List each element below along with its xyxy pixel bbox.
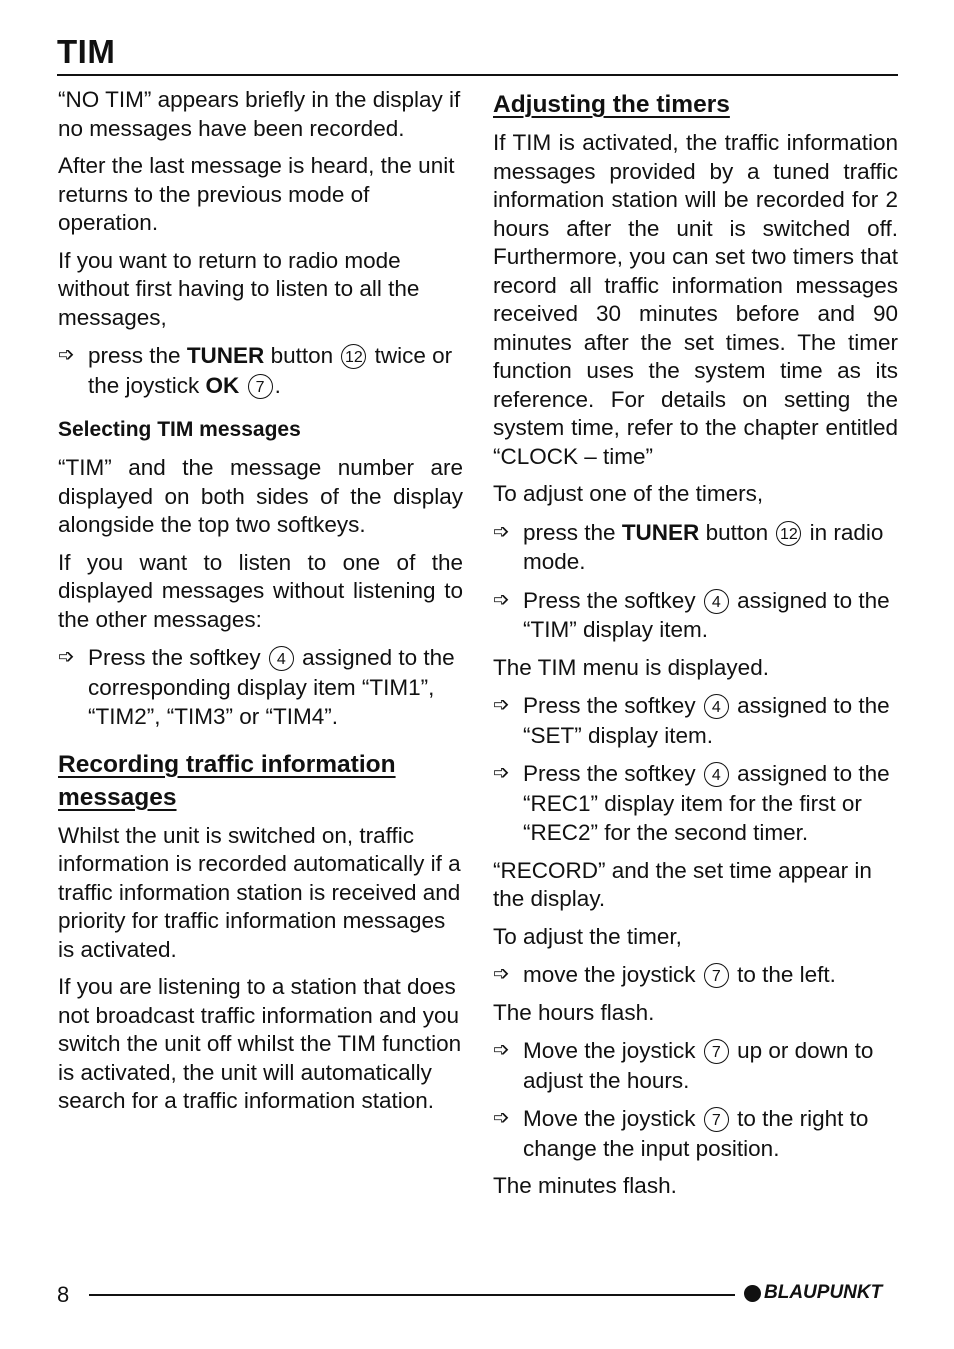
arrow-right-icon: ➩ bbox=[493, 588, 510, 611]
paragraph: The minutes flash. bbox=[493, 1173, 677, 1198]
paragraph: If you want to return to radio mode without first having to listen to all the messages, bbox=[58, 247, 420, 330]
instruction-step: ➩ press the TUNER button 12 in radio mode. bbox=[493, 518, 898, 577]
arrow-right-icon: ➩ bbox=[493, 762, 510, 784]
arrow-right-icon: ➩ bbox=[493, 694, 510, 716]
instruction-step: ➩ move the joystick 7 to the left. bbox=[493, 960, 898, 990]
paragraph: “RECORD” and the set time appear in the display. bbox=[493, 857, 872, 911]
instruction-step: ➩ Press the softkey 4 assigned to the “REC1” display item for the first or “REC2” for the second timer. bbox=[493, 759, 898, 848]
arrow-right-icon: ➩ bbox=[493, 963, 510, 985]
arrow-right-icon: ➩ bbox=[493, 520, 510, 543]
page-number: 8 bbox=[57, 1282, 70, 1307]
filled-circle-icon bbox=[744, 1285, 761, 1302]
subsection-heading: Selecting TIM messages bbox=[58, 418, 301, 441]
section-heading: Recording traffic information messages bbox=[58, 750, 396, 811]
circled-number-badge: 4 bbox=[704, 762, 729, 787]
paragraph: After the last message is heard, the unit returns to the previous mode of operation. bbox=[58, 153, 455, 235]
paragraph: If TIM is activated, the traffic information messages provided by a tuned traffic information station will be recorded for 2 hours after the unit is switched off. Furthermore, you can set two timers that record all traffic information messages received 30 minutes before and 90 minutes after the set times. The timer function uses the system time as its reference. For details on setting the system time, refer to the chapter entitled “CLOCK – time” bbox=[493, 130, 898, 469]
paragraph: “TIM” and the message number are displayed on both sides of the display alongside the top two softkeys. bbox=[58, 455, 463, 537]
paragraph: The hours flash. bbox=[493, 999, 655, 1025]
section-heading: Adjusting the timers bbox=[493, 91, 730, 118]
arrow-right-icon: ➩ bbox=[493, 1107, 510, 1129]
circled-number-badge: 7 bbox=[248, 374, 273, 399]
circled-number-badge: 4 bbox=[704, 589, 729, 614]
paragraph: The TIM menu is displayed. bbox=[493, 654, 769, 680]
arrow-right-icon: ➩ bbox=[58, 344, 75, 366]
instruction-step: ➩ Press the softkey 4 assigned to the “SET” display item. bbox=[493, 691, 898, 750]
paragraph: To adjust the timer, bbox=[493, 923, 682, 949]
arrow-right-icon: ➩ bbox=[493, 1039, 510, 1061]
circled-number-badge: 4 bbox=[269, 646, 294, 671]
paragraph: If you want to listen to one of the displayed messages without listening to the other messages: bbox=[58, 549, 463, 632]
right-column bbox=[493, 86, 898, 1210]
left-column bbox=[58, 86, 463, 1125]
circled-number-badge: 7 bbox=[704, 1107, 729, 1132]
title-divider bbox=[57, 74, 898, 76]
brand-logo bbox=[744, 1282, 882, 1304]
circled-number-badge: 7 bbox=[704, 1039, 729, 1064]
instruction-step: ➩ Move the joystick 7 to the right to change the input position. bbox=[493, 1104, 898, 1163]
circled-number-badge: 12 bbox=[776, 521, 801, 546]
circled-number-badge: 12 bbox=[341, 344, 366, 369]
paragraph: Whilst the unit is switched on, traffic information is recorded automatically if a traffic information station is received and priority for traffic information messages is activated. bbox=[58, 822, 461, 962]
brand-name: BLAUPUNKT bbox=[764, 1282, 883, 1303]
footer-divider bbox=[89, 1294, 735, 1296]
circled-number-badge: 4 bbox=[704, 694, 729, 719]
instruction-step: ➩ Press the softkey 4 assigned to the “TIM” display item. bbox=[493, 586, 898, 645]
instruction-step: ➩ Press the softkey 4 assigned to the corresponding display item “TIM1”, “TIM2”, “TIM3” or “TIM4”. bbox=[58, 643, 463, 732]
paragraph: To adjust one of the timers, bbox=[493, 481, 764, 506]
instruction-step: ➩ press the TUNER button 12 twice or the joystick OK 7 . bbox=[58, 341, 463, 400]
instruction-step: ➩ Move the joystick 7 up or down to adjust the hours. bbox=[493, 1036, 898, 1095]
circled-number-badge: 7 bbox=[704, 963, 729, 988]
paragraph: “NO TIM” appears briefly in the display if no messages have been recorded. bbox=[58, 87, 461, 141]
arrow-right-icon: ➩ bbox=[58, 646, 75, 668]
paragraph: If you are listening to a station that does not broadcast traffic information and you switch the unit off whilst the TIM function is activated, the unit will automatically search for a traffic information station. bbox=[58, 974, 462, 1113]
page-title: TIM bbox=[57, 33, 116, 70]
